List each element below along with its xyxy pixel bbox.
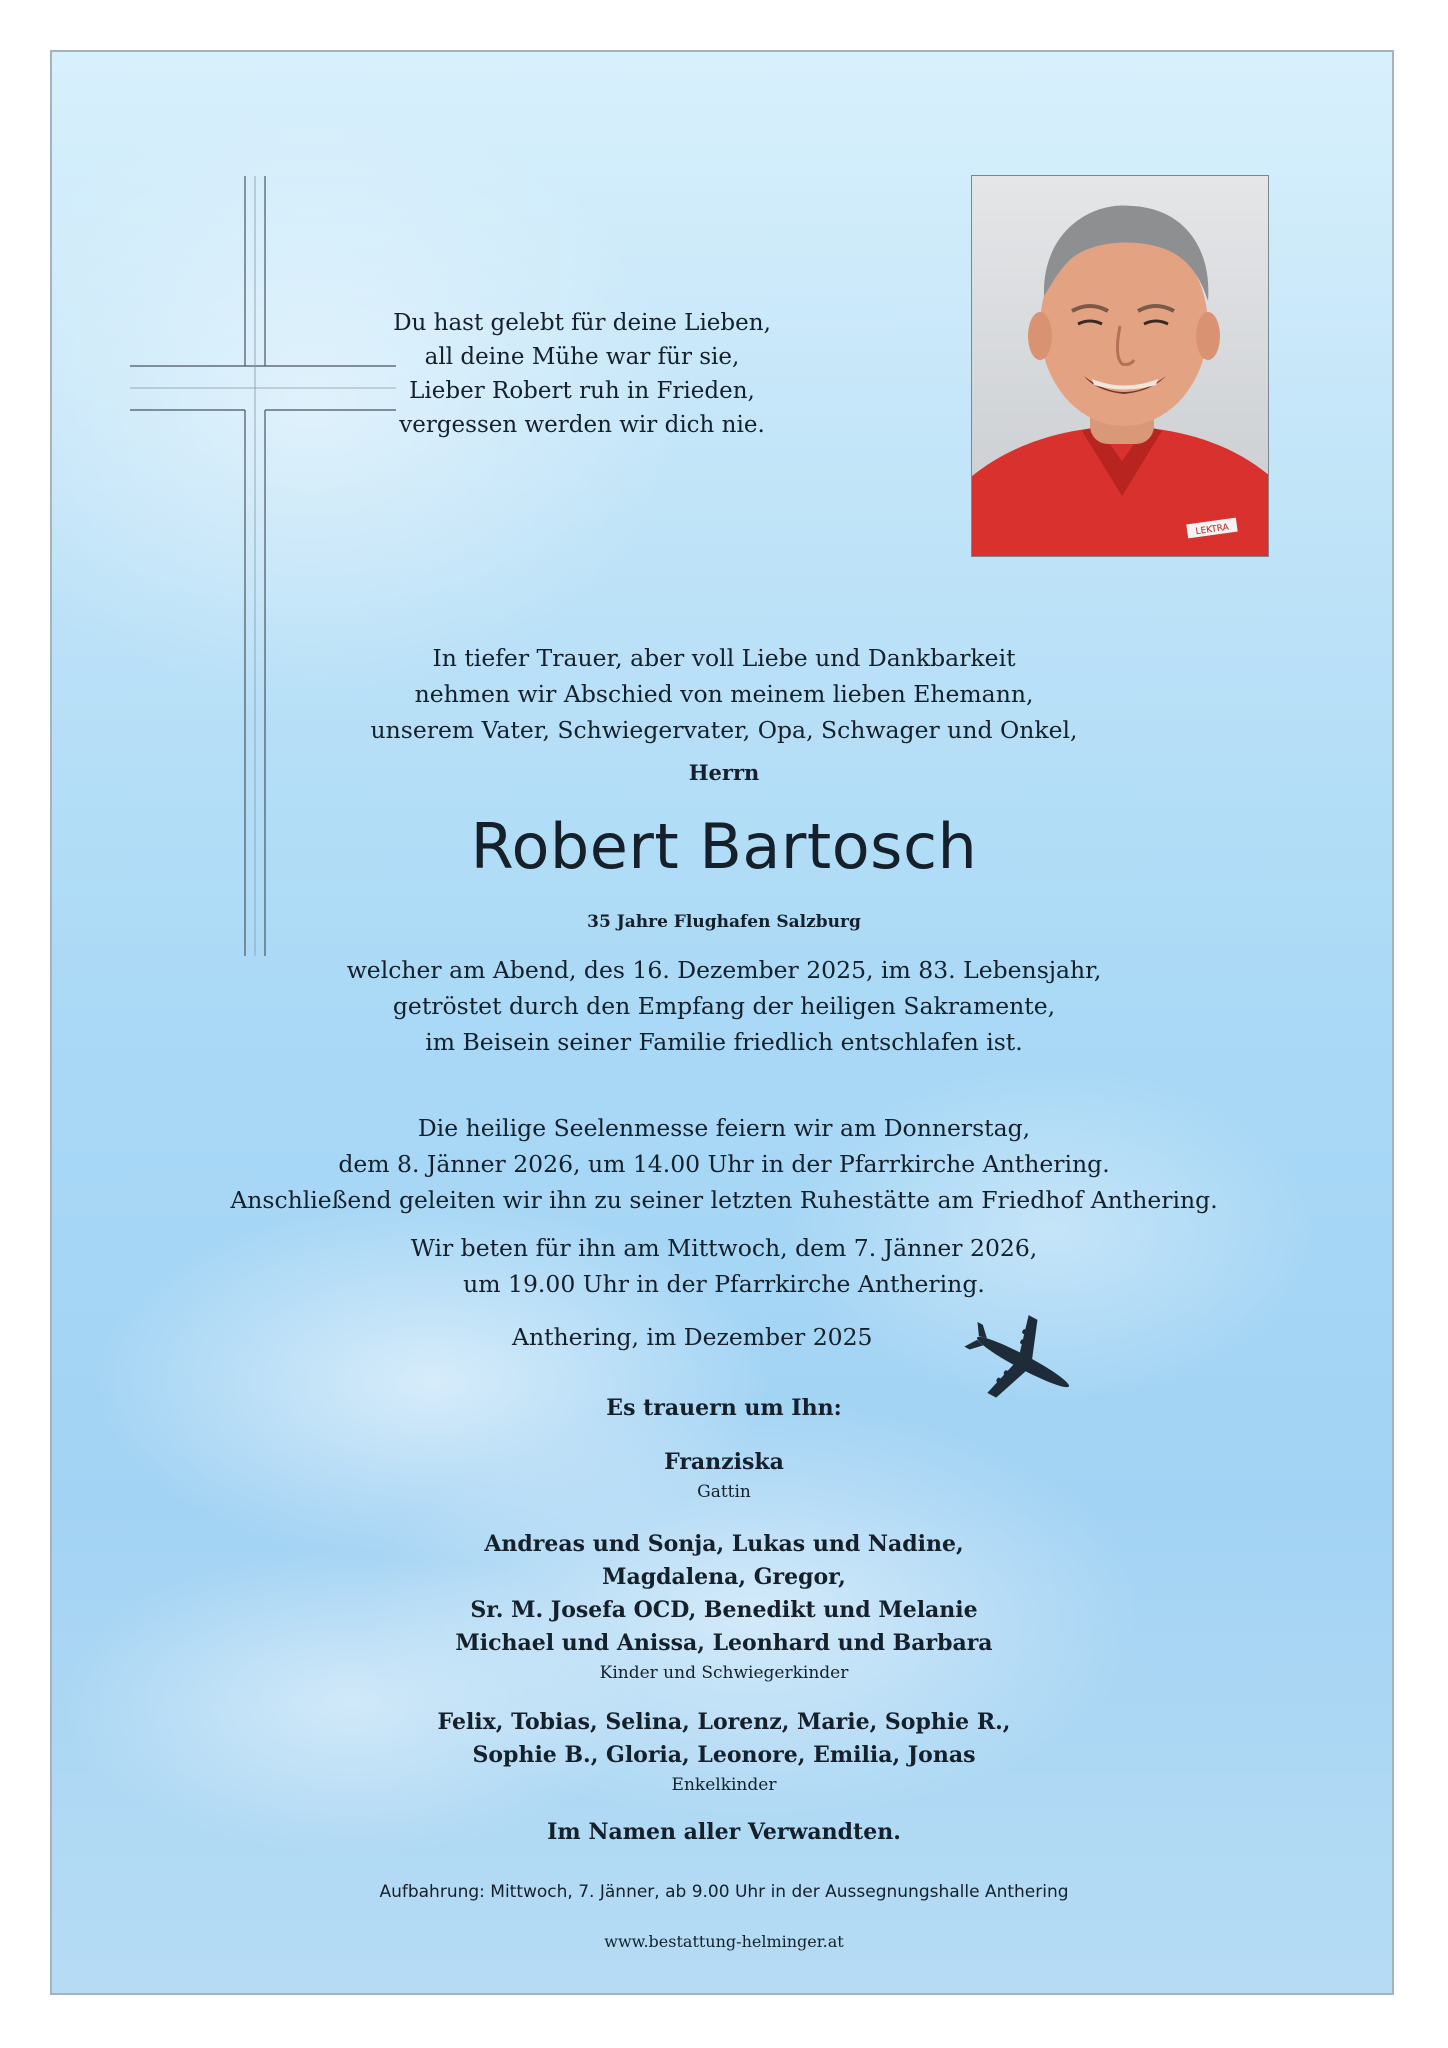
death-line: im Beisein seiner Familie friedlich entschlafen ist. bbox=[425, 1028, 1023, 1056]
intro-line: nehmen wir Abschied von meinem lieben Ehemann, bbox=[414, 680, 1034, 708]
mass-notice bbox=[224, 1110, 1224, 1218]
obituary-card bbox=[50, 50, 1394, 1995]
mass-line: dem 8. Jänner 2026, um 14.00 Uhr in der Pfarrkirche Anthering. bbox=[338, 1150, 1110, 1178]
prayer-line: Wir beten für ihn am Mittwoch, dem 7. Jänner 2026, bbox=[410, 1234, 1038, 1262]
deceased-subtitle: 35 Jahre Flughafen Salzburg bbox=[587, 912, 861, 932]
mass-line: Anschließend geleiten wir ihn zu seiner letzten Ruhestätte am Friedhof Anthering. bbox=[230, 1186, 1218, 1214]
mourners-children bbox=[224, 1528, 1224, 1686]
spouse-role: Gattin bbox=[697, 1482, 751, 1502]
children-line: Magdalena, Gregor, bbox=[602, 1564, 846, 1590]
verse-line: Du hast gelebt für deine Lieben, bbox=[393, 310, 771, 336]
grandchildren-line: Felix, Tobias, Selina, Lorenz, Marie, Sophie R., bbox=[437, 1709, 1011, 1735]
death-notice bbox=[224, 952, 1224, 1060]
intro-line: unserem Vater, Schwiegervater, Opa, Schwager und Onkel, bbox=[370, 716, 1078, 744]
funeral-home-website[interactable]: www.bestattung-helminger.at bbox=[604, 1932, 844, 1951]
verse-line: vergessen werden wir dich nie. bbox=[399, 412, 765, 438]
viewing-notice: Aufbahrung: Mittwoch, 7. Jänner, ab 9.00 Uhr in der Aussegnungshalle Anthering bbox=[379, 1882, 1069, 1902]
salutation: Herrn bbox=[688, 760, 760, 785]
children-role: Kinder und Schwiegerkinder bbox=[599, 1663, 849, 1683]
verse bbox=[382, 306, 782, 442]
spouse-name: Franziska bbox=[664, 1449, 784, 1475]
prayer-line: um 19.00 Uhr in der Pfarrkirche Anthering. bbox=[463, 1270, 985, 1298]
grandchildren-role: Enkelkinder bbox=[671, 1775, 777, 1795]
prayer-notice bbox=[224, 1230, 1224, 1302]
intro-line: In tiefer Trauer, aber voll Liebe und Dankbarkeit bbox=[432, 644, 1016, 672]
mourners-spouse bbox=[224, 1446, 1224, 1505]
mass-line: Die heilige Seelenmesse feiern wir am Donnerstag, bbox=[417, 1114, 1031, 1142]
children-line: Sr. M. Josefa OCD, Benedikt und Melanie bbox=[470, 1597, 978, 1623]
shirt-logo-text: LEKTRA bbox=[1195, 522, 1230, 538]
verse-line: Lieber Robert ruh in Frieden, bbox=[409, 378, 755, 404]
children-line: Michael und Anissa, Leonhard und Barbara bbox=[455, 1630, 993, 1656]
mourners-heading: Es trauern um Ihn: bbox=[606, 1395, 842, 1421]
death-line: getröstet durch den Empfang der heiligen Sakramente, bbox=[392, 992, 1056, 1020]
deceased-name: Robert Bartosch bbox=[470, 810, 978, 883]
closing-line: Im Namen aller Verwandten. bbox=[547, 1819, 901, 1845]
place-date: Anthering, im Dezember 2025 bbox=[512, 1323, 873, 1351]
death-line: welcher am Abend, des 16. Dezember 2025, im 83. Lebensjahr, bbox=[346, 956, 1102, 984]
intro-text bbox=[224, 640, 1224, 748]
verse-line: all deine Mühe war für sie, bbox=[424, 344, 740, 370]
portrait-photo bbox=[971, 175, 1269, 557]
mourners-grandchildren bbox=[224, 1706, 1224, 1798]
children-line: Andreas und Sonja, Lukas und Nadine, bbox=[484, 1531, 964, 1557]
grandchildren-line: Sophie B., Gloria, Leonore, Emilia, Jonas bbox=[472, 1742, 976, 1768]
